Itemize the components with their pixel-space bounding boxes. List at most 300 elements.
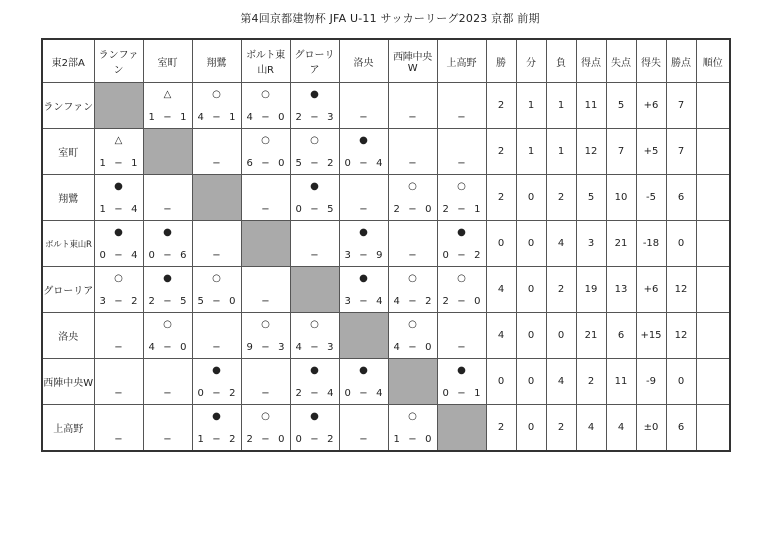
match-cell	[339, 175, 388, 221]
stat-cell: 0	[486, 221, 516, 267]
col-team-header: 上高野	[437, 39, 486, 83]
score-dash: −	[212, 296, 221, 307]
stat-cell	[696, 405, 730, 452]
match-score	[389, 158, 437, 170]
score-dash: −	[212, 342, 221, 353]
score-against: 0	[278, 158, 285, 169]
score-against: 1	[180, 112, 187, 123]
score-dash: −	[359, 296, 368, 307]
row-team-name: 洛央	[42, 313, 94, 359]
score-against: 2	[229, 434, 236, 445]
self-match-cell	[241, 221, 290, 267]
score-for: 3	[344, 250, 351, 261]
score-against: 2	[474, 250, 481, 261]
stat-cell: 21	[576, 313, 606, 359]
match-score	[144, 342, 192, 354]
match-cell	[94, 313, 143, 359]
score-for: 0	[344, 388, 351, 399]
score-dash: −	[408, 296, 417, 307]
score-dash: −	[114, 296, 123, 307]
match-score	[95, 250, 143, 262]
col-stat-header: 勝	[486, 39, 516, 83]
score-dash: −	[261, 158, 270, 169]
score-dash: −	[163, 434, 172, 445]
result-mark: ○	[457, 273, 466, 284]
stat-cell: 4	[576, 405, 606, 452]
score-dash: −	[261, 296, 270, 307]
score-dash: −	[457, 296, 466, 307]
result-mark: ●	[114, 181, 123, 192]
self-match-cell	[388, 359, 437, 405]
score-against: 1	[131, 158, 138, 169]
match-score	[242, 112, 290, 124]
match-cell	[437, 359, 486, 405]
score-for: 4	[393, 342, 400, 353]
match-cell	[94, 267, 143, 313]
stat-cell: +6	[636, 267, 666, 313]
table-body	[42, 83, 730, 452]
match-score	[389, 434, 437, 446]
self-match-cell	[339, 313, 388, 359]
match-cell	[388, 83, 437, 129]
match-cell	[241, 405, 290, 452]
score-for: 4	[148, 342, 155, 353]
score-dash: −	[114, 158, 123, 169]
result-mark: ●	[359, 273, 368, 284]
score-for: 2	[393, 204, 400, 215]
match-score	[340, 204, 388, 216]
score-dash: −	[261, 388, 270, 399]
match-cell	[143, 313, 192, 359]
stat-cell: 19	[576, 267, 606, 313]
score-against: 5	[327, 204, 334, 215]
match-cell	[143, 267, 192, 313]
match-score	[291, 434, 339, 446]
score-dash: −	[408, 204, 417, 215]
score-dash: −	[457, 158, 466, 169]
match-score	[291, 388, 339, 400]
score-dash: −	[359, 388, 368, 399]
stat-cell: 4	[606, 405, 636, 452]
stat-cell: 11	[606, 359, 636, 405]
score-dash: −	[457, 342, 466, 353]
match-cell	[290, 405, 339, 452]
score-dash: −	[310, 342, 319, 353]
match-score	[438, 388, 486, 400]
score-dash: −	[310, 158, 319, 169]
score-against: 0	[425, 342, 432, 353]
score-dash: −	[163, 388, 172, 399]
stat-cell	[696, 83, 730, 129]
score-against: 4	[131, 204, 138, 215]
match-score	[438, 204, 486, 216]
self-match-cell	[143, 129, 192, 175]
score-against: 2	[425, 296, 432, 307]
col-team-header: 翔鷺	[192, 39, 241, 83]
score-dash: −	[359, 204, 368, 215]
col-stat-header: 勝点	[666, 39, 696, 83]
score-dash: −	[310, 434, 319, 445]
score-for: 2	[295, 388, 302, 399]
col-stat-header: 負	[546, 39, 576, 83]
match-score	[95, 204, 143, 216]
match-cell	[241, 83, 290, 129]
match-cell	[437, 267, 486, 313]
stat-cell: 2	[486, 405, 516, 452]
stat-cell: 7	[606, 129, 636, 175]
stat-cell: 0	[516, 267, 546, 313]
score-for: 0	[344, 158, 351, 169]
score-against: 0	[180, 342, 187, 353]
match-cell	[241, 175, 290, 221]
score-for: 1	[99, 204, 106, 215]
score-for: 5	[295, 158, 302, 169]
stat-cell: 0	[516, 405, 546, 452]
result-mark: △	[163, 89, 172, 100]
row-team-name: グローリア	[42, 267, 94, 313]
stat-cell: 6	[606, 313, 636, 359]
match-cell	[339, 267, 388, 313]
stat-cell: 12	[666, 313, 696, 359]
score-for: 0	[295, 434, 302, 445]
score-dash: −	[114, 388, 123, 399]
result-mark: ●	[114, 227, 123, 238]
stat-cell: 11	[576, 83, 606, 129]
score-dash: −	[163, 250, 172, 261]
match-cell	[241, 267, 290, 313]
match-score	[95, 342, 143, 354]
match-cell	[192, 267, 241, 313]
match-score	[144, 388, 192, 400]
stat-cell: 1	[516, 129, 546, 175]
score-dash: −	[457, 250, 466, 261]
score-against: 4	[131, 250, 138, 261]
score-dash: −	[310, 388, 319, 399]
match-cell	[388, 313, 437, 359]
match-cell	[437, 175, 486, 221]
stat-cell: 2	[546, 267, 576, 313]
row-team-name: 上高野	[42, 405, 94, 452]
match-cell	[388, 129, 437, 175]
match-cell	[143, 221, 192, 267]
self-match-cell	[437, 405, 486, 452]
match-score	[340, 158, 388, 170]
stat-cell: 0	[486, 359, 516, 405]
match-score	[291, 342, 339, 354]
col-team-header: グローリア	[290, 39, 339, 83]
score-against: 0	[425, 434, 432, 445]
stat-cell: 0	[516, 175, 546, 221]
stat-cell: 0	[516, 313, 546, 359]
stat-cell: -5	[636, 175, 666, 221]
match-score	[438, 158, 486, 170]
score-dash: −	[114, 204, 123, 215]
match-score	[340, 112, 388, 124]
col-team-header: 室町	[143, 39, 192, 83]
stat-cell: 4	[486, 267, 516, 313]
match-cell	[437, 313, 486, 359]
match-cell	[94, 129, 143, 175]
match-cell	[192, 359, 241, 405]
score-against: 1	[474, 204, 481, 215]
stat-cell: 0	[546, 313, 576, 359]
result-mark: ●	[310, 89, 319, 100]
match-cell	[143, 83, 192, 129]
score-against: 0	[474, 296, 481, 307]
stat-cell: 0	[666, 221, 696, 267]
table-row	[42, 129, 730, 175]
score-dash: −	[457, 112, 466, 123]
match-cell	[290, 221, 339, 267]
score-dash: −	[163, 112, 172, 123]
match-score	[144, 204, 192, 216]
match-score	[242, 434, 290, 446]
match-cell	[192, 405, 241, 452]
match-score	[144, 112, 192, 124]
score-for: 3	[99, 296, 106, 307]
score-against: 3	[278, 342, 285, 353]
match-score	[438, 112, 486, 124]
stat-cell: 2	[486, 175, 516, 221]
match-cell	[388, 175, 437, 221]
match-cell	[192, 83, 241, 129]
score-dash: −	[163, 342, 172, 353]
result-mark: ●	[163, 273, 172, 284]
match-score	[193, 112, 241, 124]
match-score	[340, 434, 388, 446]
score-for: 2	[246, 434, 253, 445]
match-score	[389, 250, 437, 262]
score-against: 0	[278, 112, 285, 123]
stat-cell	[696, 221, 730, 267]
result-mark: ○	[310, 135, 319, 146]
score-dash: −	[457, 388, 466, 399]
score-for: 2	[442, 296, 449, 307]
score-against: 1	[474, 388, 481, 399]
table-row	[42, 359, 730, 405]
match-score	[438, 342, 486, 354]
stat-cell: +15	[636, 313, 666, 359]
match-score	[291, 250, 339, 262]
stat-cell: 7	[666, 83, 696, 129]
score-against: 3	[327, 342, 334, 353]
group-name: 東2部A	[42, 39, 94, 83]
score-against: 1	[229, 112, 236, 123]
result-mark: ○	[310, 319, 319, 330]
stat-cell: +6	[636, 83, 666, 129]
stat-cell: 1	[546, 83, 576, 129]
stat-cell: -18	[636, 221, 666, 267]
stat-cell: 21	[606, 221, 636, 267]
stat-cell: 4	[546, 221, 576, 267]
score-for: 4	[197, 112, 204, 123]
score-for: 5	[197, 296, 204, 307]
header-row	[42, 39, 730, 83]
row-team-name: ボルト東山R	[42, 221, 94, 267]
score-for: 3	[344, 296, 351, 307]
match-score	[389, 342, 437, 354]
result-mark: ○	[212, 89, 221, 100]
score-dash: −	[359, 434, 368, 445]
score-for: 1	[393, 434, 400, 445]
match-score	[340, 296, 388, 308]
match-cell	[94, 359, 143, 405]
score-for: 2	[295, 112, 302, 123]
result-mark: ●	[212, 411, 221, 422]
match-cell	[94, 221, 143, 267]
match-cell	[388, 267, 437, 313]
stat-cell: 7	[666, 129, 696, 175]
score-against: 2	[229, 388, 236, 399]
col-team-header: ランファン	[94, 39, 143, 83]
match-cell	[437, 129, 486, 175]
match-cell	[143, 359, 192, 405]
table-row	[42, 221, 730, 267]
result-mark: ○	[408, 319, 417, 330]
score-dash: −	[310, 250, 319, 261]
score-against: 0	[425, 204, 432, 215]
score-for: 2	[148, 296, 155, 307]
result-mark: ○	[261, 319, 270, 330]
table-row	[42, 313, 730, 359]
score-for: 0	[148, 250, 155, 261]
stat-cell	[696, 129, 730, 175]
result-mark: ○	[457, 181, 466, 192]
score-for: 2	[442, 204, 449, 215]
score-for: 0	[442, 388, 449, 399]
match-cell	[339, 83, 388, 129]
match-score	[291, 112, 339, 124]
result-mark: ●	[457, 365, 466, 376]
score-dash: −	[163, 296, 172, 307]
score-against: 6	[180, 250, 187, 261]
match-score	[340, 250, 388, 262]
match-score	[291, 204, 339, 216]
score-for: 0	[295, 204, 302, 215]
match-score	[193, 388, 241, 400]
stat-cell: 2	[546, 175, 576, 221]
match-score	[340, 388, 388, 400]
stat-cell: 12	[666, 267, 696, 313]
match-score	[144, 250, 192, 262]
match-score	[242, 158, 290, 170]
score-against: 2	[131, 296, 138, 307]
result-mark: ○	[408, 411, 417, 422]
score-dash: −	[359, 250, 368, 261]
stat-cell: 5	[606, 83, 636, 129]
row-team-name: 西陣中央W	[42, 359, 94, 405]
result-mark: ●	[212, 365, 221, 376]
match-cell	[290, 83, 339, 129]
stat-cell	[696, 359, 730, 405]
result-mark: ○	[408, 181, 417, 192]
row-team-name: 室町	[42, 129, 94, 175]
result-mark: ●	[310, 181, 319, 192]
score-for: 4	[295, 342, 302, 353]
stat-cell: 2	[546, 405, 576, 452]
stat-cell: 2	[486, 129, 516, 175]
stat-cell	[696, 313, 730, 359]
match-cell	[241, 359, 290, 405]
score-dash: −	[212, 388, 221, 399]
stat-cell: 0	[666, 359, 696, 405]
stat-cell	[696, 175, 730, 221]
match-cell	[290, 359, 339, 405]
result-mark: ○	[261, 135, 270, 146]
score-for: 9	[246, 342, 253, 353]
score-dash: −	[261, 204, 270, 215]
match-score	[193, 342, 241, 354]
result-mark: ○	[408, 273, 417, 284]
col-stat-header: 失点	[606, 39, 636, 83]
result-mark: ●	[359, 135, 368, 146]
score-against: 3	[327, 112, 334, 123]
score-dash: −	[408, 250, 417, 261]
match-cell	[339, 221, 388, 267]
score-dash: −	[212, 434, 221, 445]
match-cell	[388, 405, 437, 452]
result-mark: ○	[114, 273, 123, 284]
match-cell	[94, 175, 143, 221]
col-stat-header: 分	[516, 39, 546, 83]
col-stat-header: 得失	[636, 39, 666, 83]
match-cell	[192, 313, 241, 359]
match-cell	[290, 313, 339, 359]
match-score	[95, 296, 143, 308]
score-for: 4	[246, 112, 253, 123]
match-cell	[143, 175, 192, 221]
stat-cell: +5	[636, 129, 666, 175]
result-mark: ○	[261, 411, 270, 422]
score-against: 5	[180, 296, 187, 307]
score-dash: −	[114, 434, 123, 445]
match-cell	[241, 313, 290, 359]
table-row	[42, 405, 730, 452]
match-score	[389, 204, 437, 216]
stat-cell: 13	[606, 267, 636, 313]
score-against: 2	[327, 434, 334, 445]
match-score	[291, 158, 339, 170]
score-dash: −	[261, 434, 270, 445]
row-team-name: ランファン	[42, 83, 94, 129]
match-score	[242, 296, 290, 308]
stat-cell: 4	[486, 313, 516, 359]
result-mark: △	[114, 135, 123, 146]
score-for: 6	[246, 158, 253, 169]
stat-cell: 1	[516, 83, 546, 129]
score-for: 1	[197, 434, 204, 445]
score-against: 4	[376, 158, 383, 169]
score-for: 0	[99, 250, 106, 261]
stat-cell: 2	[576, 359, 606, 405]
match-cell	[339, 359, 388, 405]
match-score	[193, 434, 241, 446]
score-against: 9	[376, 250, 383, 261]
result-mark: ●	[310, 411, 319, 422]
self-match-cell	[94, 83, 143, 129]
match-cell	[437, 221, 486, 267]
result-mark: ●	[163, 227, 172, 238]
score-dash: −	[408, 112, 417, 123]
stat-cell: 3	[576, 221, 606, 267]
col-team-header: ボルト東山R	[241, 39, 290, 83]
stat-cell: -9	[636, 359, 666, 405]
match-score	[95, 388, 143, 400]
result-mark: ○	[212, 273, 221, 284]
result-mark: ●	[359, 365, 368, 376]
col-team-header: 洛央	[339, 39, 388, 83]
col-stat-header: 順位	[696, 39, 730, 83]
